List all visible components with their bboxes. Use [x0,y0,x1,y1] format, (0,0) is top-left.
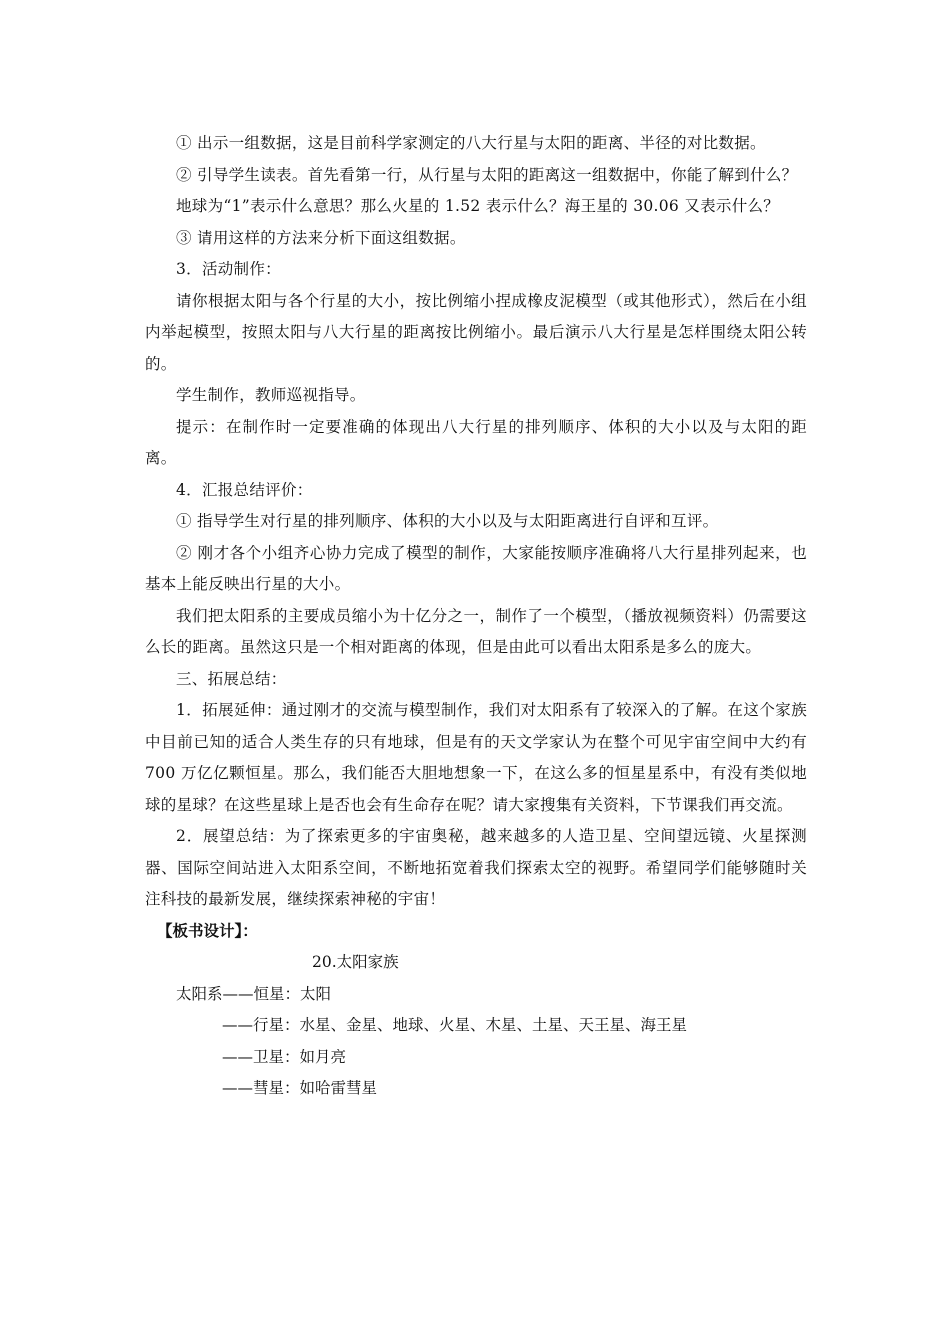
board-line-planets: ——行星：水星、金星、地球、火星、木星、土星、天王星、海王星 [222,1016,688,1034]
board-line-main: 太阳系——恒星：太阳 [176,984,332,1003]
paragraph-8: 提示：在制作时一定要准确的体现出八大行星的排列顺序、体积的大小以及与太阳的距离。 [145,417,807,467]
paragraph-6: 请你根据太阳与各个行星的大小，按比例缩小捏成橡皮泥模型（或其他形式），然后在小组内举起模型，按照太阳与八大行星的距离按比例缩小。最后演示八大行星是怎样围绕太阳公转的。 [145,291,807,373]
paragraph-14: 1．拓展延伸：通过刚才的交流与模型制作，我们对太阳系有了较深入的了解。在这个家族中目前已知的适合人类生存的只有地球，但是有的天文学家认为在整个可见宇宙空间中大约有 700 万亿亿颗恒星。那么，我们能否大胆地想象一下，在这么多的恒星星系中，有没有类似地球的星球？在这些星球上是否也会有生命存在呢？请大家搜集有关资料，下节课我们再交流。 [145,701,807,814]
paragraph-1: ① 出示一组数据，这是目前科学家测定的八大行星与太阳的距离、半径的对比数据。 [176,134,766,152]
paragraph-4: ③ 请用这样的方法来分析下面这组数据。 [176,228,466,247]
section-activity: 3．活动制作： [176,260,281,278]
paragraph-10: ① 指导学生对行星的排列顺序、体积的大小以及与太阳距离进行自评和互评。 [176,512,719,530]
section-extension: 三、拓展总结： [176,669,287,688]
section-report: 4．汇报总结评价： [176,480,313,499]
paragraph-12: 我们把太阳系的主要成员缩小为十亿分之一，制作了一个模型，（播放视频资料）仍需要这么长的距离。虽然这只是一个相对距离的体现，但是由此可以看出太阳系是多么的庞大。 [145,606,807,656]
board-line-satellites: ——卫星：如月亮 [222,1047,347,1066]
board-title: 20.太阳家族 [312,953,399,971]
paragraph-7: 学生制作，教师巡视指导。 [176,386,366,404]
board-design-heading: 【板书设计】： [157,921,258,940]
paragraph-15: 2．展望总结：为了探索更多的宇宙奥秘，越来越多的人造卫星、空间望远镜、火星探测器、国际空间站进入太阳系空间，不断地拓宽着我们探索太空的视野。希望同学们能够随时关注科技的最新发展，继续探索神秘的宇宙！ [145,827,807,908]
paragraph-11: ② 刚才各个小组齐心协力完成了模型的制作，大家能按顺序准确将八大行星排列起来，也基本上能反映出行星的大小。 [145,543,807,593]
paragraph-2: ② 引导学生读表。首先看第一行，从行星与太阳的距离这一组数据中，你能了解到什么？ [176,165,798,184]
document-page [145,128,807,1105]
paragraph-3: 地球为“1”表示什么意思？那么火星的 1.52 表示什么？海王星的 30.06 又表示什么？ [176,197,780,215]
board-line-comets: ——彗星：如哈雷彗星 [222,1079,378,1097]
